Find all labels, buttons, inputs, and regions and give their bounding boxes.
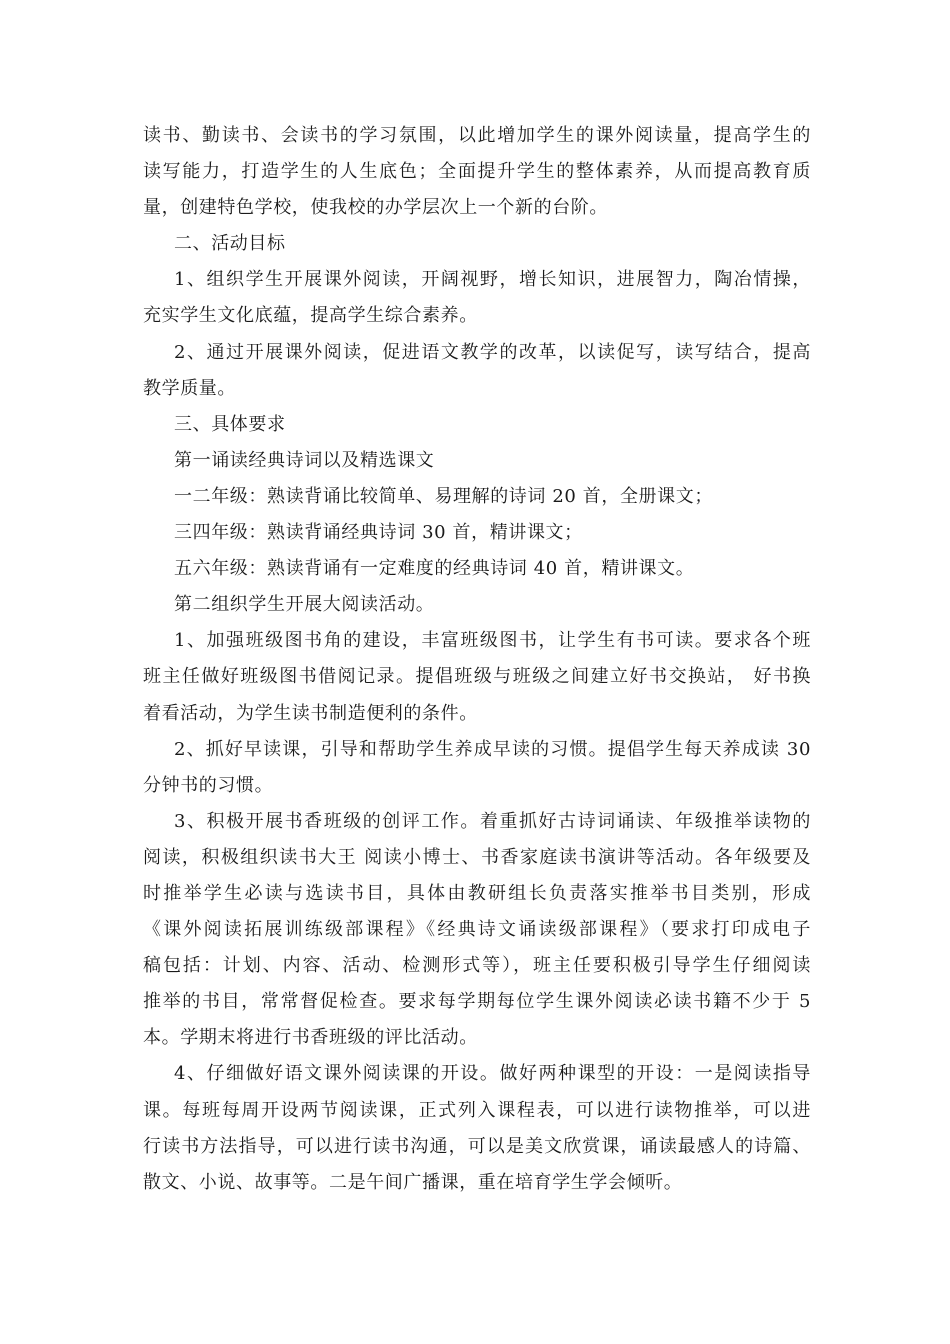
text-line: 本。学期末将进行书香班级的评比活动。 bbox=[143, 1027, 478, 1049]
text-line: 2、通过开展课外阅读，促进语文教学的改革，以读促写，读写结合，提高 bbox=[174, 341, 811, 363]
text-line: 1、加强班级图书角的建设，丰富班级图书，让学生有书可读。要求各个班 bbox=[174, 630, 811, 652]
document-body bbox=[143, 118, 811, 1201]
text-line: 第一诵读经典诗词以及精选课文 bbox=[174, 449, 435, 471]
text-line: 稿包括：计划、内容、活动、检测形式等），班主任要积极引导学生仔细阅读 bbox=[143, 955, 811, 977]
text-line: 散文、小说、故事等。二是午间广播课，重在培育学生学会倾听。 bbox=[143, 1171, 683, 1193]
text-line: 阅读，积极组织读书大王 阅读小博士、书香家庭读书演讲等活动。各年级要及 bbox=[143, 846, 811, 868]
text-line: 读书、勤读书、会读书的学习氛围，以此增加学生的课外阅读量，提高学生的 bbox=[143, 125, 811, 146]
text-line: 量，创建特色学校，使我校的办学层次上一个新的台阶。 bbox=[143, 197, 608, 219]
text-line: 推举的书目，常常督促检查。要求每学期每位学生课外阅读必读书籍不少于 5 bbox=[143, 991, 811, 1013]
text-line: 分钟书的习惯。 bbox=[143, 774, 274, 796]
text-line: 五六年级：熟读背诵有一定难度的经典诗词 40 首，精讲课文。 bbox=[174, 558, 695, 580]
text-line: 着看活动，为学生读书制造便利的条件。 bbox=[143, 702, 478, 724]
text-line: 1、组织学生开展课外阅读，开阔视野，增长知识，进展智力，陶冶情操， bbox=[174, 269, 811, 291]
text-line: 《课外阅读拓展训练级部课程》《经典诗文诵读级部课程》（要求打印成电子 bbox=[143, 919, 811, 941]
text-line: 4、仔细做好语文课外阅读课的开设。做好两种课型的开设：一是阅读指导 bbox=[174, 1063, 811, 1085]
text-line: 一二年级：熟读背诵比较简单、易理解的诗词 20 首，全册课文； bbox=[174, 485, 713, 507]
section-heading: 三、具体要求 bbox=[174, 413, 286, 435]
text-line: 3、积极开展书香班级的创评工作。着重抓好古诗词诵读、年级推举读物的 bbox=[174, 810, 811, 832]
text-line: 2、抓好早读课，引导和帮助学生养成早读的习惯。提倡学生每天养成读 30 bbox=[174, 738, 811, 760]
text-line: 教学质量。 bbox=[143, 377, 236, 399]
text-line: 读写能力，打造学生的人生底色；全面提升学生的整体素养，从而提高教育质 bbox=[143, 161, 811, 183]
text-line: 课。每班每周开设两节阅读课，正式列入课程表，可以进行读物推举，可以进 bbox=[143, 1099, 811, 1121]
text-line: 三四年级：熟读背诵经典诗词 30 首，精讲课文； bbox=[174, 522, 583, 544]
text-line: 班主任做好班级图书借阅记录。提倡班级与班级之间建立好书交换站， 好书换 bbox=[143, 666, 811, 688]
text-line: 第二组织学生开展大阅读活动。 bbox=[174, 594, 435, 616]
section-heading: 二、活动目标 bbox=[174, 233, 286, 255]
text-line: 充实学生文化底蕴，提高学生综合素养。 bbox=[143, 305, 478, 327]
text-line: 行读书方法指导，可以进行读书沟通，可以是美文欣赏课，诵读最感人的诗篇、 bbox=[143, 1135, 811, 1157]
text-line: 时推举学生必读与选读书目，具体由教研组长负责落实推举书目类别，形成 bbox=[143, 882, 811, 904]
